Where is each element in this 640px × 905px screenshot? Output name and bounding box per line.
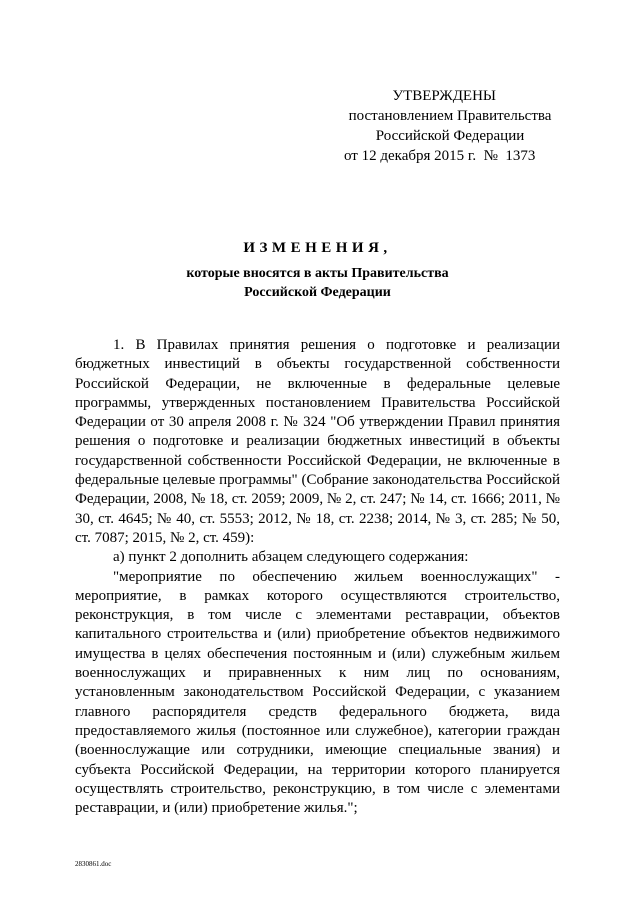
document-title-sub-2: Российской Федерации — [244, 285, 391, 300]
document-title — [75, 238, 560, 302]
document-title-main: ИЗМЕНЕНИЯ, — [243, 240, 392, 256]
footer-file-code: 2830861.doc — [75, 860, 112, 868]
document-body — [75, 336, 560, 818]
paragraph-3: "мероприятие по обеспечению жильем военнослужащих" - мероприятие, в рамках которого осуществляются строительство, реконструкция, в том числе с элементами реставрации, объектов капитального строительства и (или) приобретение объектов недвижимого имущества в целях обеспечения постоянным и (или) служебным жильем военнослужащих и приравненных к ним лиц по основаниям, установленным законодательством Российской Федерации, с указанием главного распорядителя средств федерального бюджета, вида предоставляемого жилья (постоянное или служебное), категории граждан (военнослужащие или сотрудники, имеющие специальные звания) и субъекта Российской Федерации, на территории которого планируется осуществлять строительство, реконструкцию, в том числе с элементами реставрации, и (или) приобретение жилья."; — [75, 568, 560, 817]
paragraph-1: 1. В Правилах принятия решения о подготовке и реализации бюджетных инвестиций в объекты государственной собственности Российской Федерации, не включенные в федеральные целевые программы, утвержденных постановлением Правительства Российской Федерации от 30 апреля 2008 г. № 324 "Об утверждении Правил принятия решения о подготовке и реализации бюджетных инвестиций в объекты государственной собственности Российской Федерации, не включенные в федеральные целевые программы" (Собрание законодательства Российской Федерации, 2008, № 18, ст. 2059; 2009, № 2, ст. 247; № 14, ст. 1666; 2011, № 30, ст. 4645; № 40, ст. 5553; 2012, № 18, ст. 2238; 2014, № 3, ст. 285; № 50, ст. 7087; 2015, № 2, ст. 459): — [75, 337, 560, 546]
approval-line-date-number: от 12 декабря 2015 г. № 1373 — [344, 148, 536, 164]
approval-stamp — [330, 86, 570, 166]
paragraph-2: а) пункт 2 дополнить абзацем следующего содержания: — [113, 549, 469, 566]
approval-line-government: Российской Федерации — [375, 128, 525, 144]
approval-heading: УТВЕРЖДЕНЫ — [392, 88, 496, 104]
approval-line-resolution: постановлением Правительства — [348, 108, 552, 124]
document-title-sub-1: которые вносятся в акты Правительства — [186, 266, 449, 281]
